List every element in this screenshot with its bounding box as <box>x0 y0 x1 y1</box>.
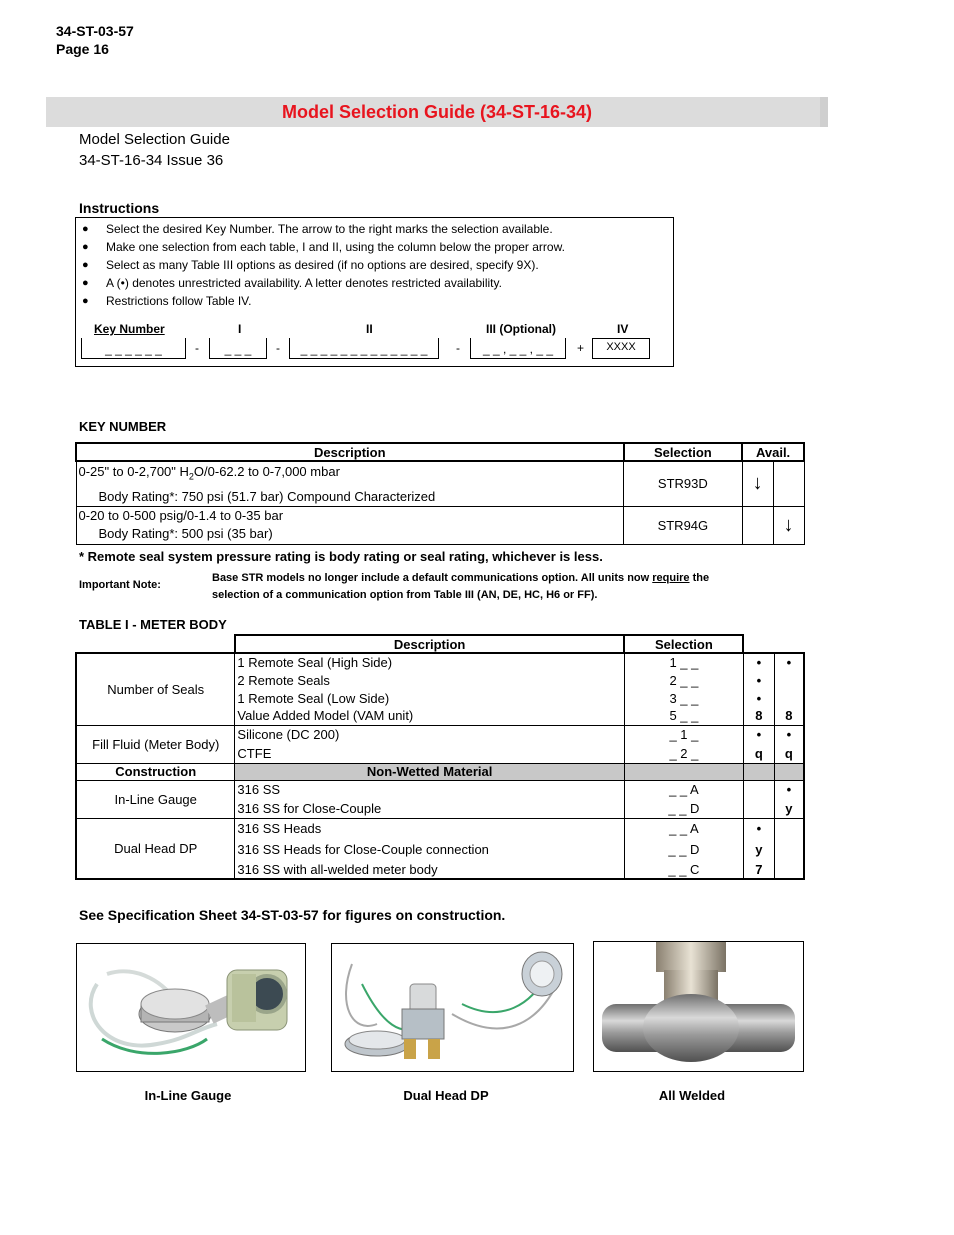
caption-dual-head-dp: Dual Head DP <box>403 1088 489 1103</box>
page-title: Model Selection Guide (34-ST-16-34) <box>281 102 593 122</box>
table-iii-label: III (Optional) <box>486 322 556 336</box>
important-note-label: Important Note: <box>79 579 161 591</box>
table-header-row <box>76 635 804 653</box>
dual-sel: _ _ A <box>624 818 743 838</box>
seal-desc: Value Added Model (VAM unit) <box>235 707 624 725</box>
inline-desc: 316 SS for Close-Couple <box>235 799 624 818</box>
avail-b <box>774 671 804 689</box>
seal-sel: 1 _ _ <box>624 653 743 671</box>
avail-a: y <box>743 838 774 860</box>
table-row <box>76 780 804 799</box>
table-iv-field: XXXX <box>592 338 650 359</box>
caption-all-welded: All Welded <box>658 1088 726 1103</box>
seals-label: Number of Seals <box>76 653 235 725</box>
separator: - <box>276 341 280 355</box>
key-number-heading: KEY NUMBER <box>79 419 167 434</box>
table-row <box>76 506 804 544</box>
avail-a: • <box>743 653 774 671</box>
table-row <box>76 818 804 838</box>
inline-gauge-image <box>76 943 306 1072</box>
table-i-field: _ _ _ <box>209 338 267 359</box>
seal-desc: 1 Remote Seal (High Side) <box>235 653 624 671</box>
avail-b: 8 <box>774 707 804 725</box>
inline-sel: _ _ A <box>624 780 743 799</box>
page-number: Page 16 <box>56 41 109 57</box>
avail-b: • <box>774 780 804 799</box>
avail-b <box>774 860 804 879</box>
subtitle-line1: Model Selection Guide <box>79 131 230 148</box>
table-ii-field: _ _ _ _ _ _ _ _ _ _ _ _ _ <box>289 338 439 359</box>
inline-gauge-drawing <box>77 944 305 1071</box>
non-wetted-label: Non-Wetted Material <box>235 763 624 780</box>
avail-a: • <box>743 725 774 744</box>
remote-seal-note: * Remote seal system pressure rating is body rating or seal rating, whichever is less. <box>79 549 603 564</box>
avail-a: 8 <box>743 707 774 725</box>
avail-b: • <box>774 725 804 744</box>
important-note-text: Base STR models no longer include a default communications option. All units now require the selection of a communication option from Table III (AN, DE, HC, H6 or FF). <box>212 572 710 601</box>
subtitle-line2: 34-ST-16-34 Issue 36 <box>79 152 224 169</box>
dual-label: Dual Head DP <box>76 818 235 879</box>
instructions-box <box>75 217 674 367</box>
table-header-row <box>76 443 804 461</box>
seal-sel: 2 _ _ <box>624 671 743 689</box>
instructions-heading: Instructions <box>79 200 160 216</box>
instruction-item: ● A (•) denotes unrestricted availability. A letter denotes restricted availability. <box>82 276 502 290</box>
construction-label: Construction <box>76 763 235 780</box>
fill-sel: _ 1 _ <box>624 725 743 744</box>
table-row <box>76 725 804 744</box>
separator: - <box>195 341 199 355</box>
dual-desc: 316 SS Heads for Close-Couple connection <box>235 838 624 860</box>
key-selection: STR94G <box>624 506 743 544</box>
doc-number: 34-ST-03-57 <box>56 23 134 39</box>
caption-inline-gauge: In-Line Gauge <box>144 1088 232 1103</box>
fill-sel: _ 2 _ <box>624 744 743 763</box>
avail-b: • <box>774 653 804 671</box>
avail-b <box>774 838 804 860</box>
key-number-field: _ _ _ _ _ _ <box>81 338 186 359</box>
table-row <box>76 461 804 506</box>
dual-head-dp-image <box>331 943 574 1072</box>
instructions-list <box>82 220 565 310</box>
instruction-item: ● Select the desired Key Number. The arrow to the right marks the selection available. <box>82 222 553 236</box>
title-bar <box>46 97 828 127</box>
see-spec-note: See Specification Sheet 34-ST-03-57 for figures on construction. <box>79 907 506 923</box>
key-desc: 0-25" to 0-2,700" $H_2O/0-62.2$ to 0-7,000 mbar Body Rating*: 750 psi (51.7 bar) Compound Characterized <box>76 461 624 506</box>
avail-a: 7 <box>743 860 774 879</box>
table-iv-label: IV <box>617 322 629 336</box>
all-welded-drawing <box>594 942 803 1071</box>
avail-a <box>743 799 774 818</box>
avail-a: • <box>743 689 774 707</box>
avail-a: q <box>743 744 774 763</box>
instruction-item: ● Make one selection from each table, I and II, using the column below the proper arrow. <box>82 240 565 254</box>
table-iii-field: _ _ , _ _ , _ _ <box>470 338 566 359</box>
avail-b <box>774 689 804 707</box>
dual-desc: 316 SS Heads <box>235 818 624 838</box>
fill-label: Fill Fluid (Meter Body) <box>76 725 235 763</box>
avail-a <box>743 780 774 799</box>
seal-desc: 1 Remote Seal (Low Side) <box>235 689 624 707</box>
title-bar-notch <box>820 97 828 127</box>
instruction-item: ● Restrictions follow Table IV. <box>82 294 252 308</box>
arrow-down-icon: ↓ <box>742 461 773 506</box>
table-ii-label: II <box>366 322 373 336</box>
avail-cell <box>773 461 804 506</box>
key-number-label: Key Number <box>94 322 165 336</box>
fill-desc: CTFE <box>235 744 624 763</box>
table-row <box>76 653 804 671</box>
dual-sel: _ _ D <box>624 838 743 860</box>
dual-desc: 316 SS with all-welded meter body <box>235 860 624 879</box>
inline-desc: 316 SS <box>235 780 624 799</box>
col-selection: Selection <box>624 635 743 653</box>
seal-sel: 5 _ _ <box>624 707 743 725</box>
table1-heading: TABLE I - METER BODY <box>79 617 227 632</box>
meter-body-table <box>75 634 805 880</box>
avail-a: • <box>743 818 774 838</box>
col-avail: Avail. <box>742 443 804 461</box>
dual-head-dp-drawing <box>332 944 573 1071</box>
inline-label: In-Line Gauge <box>76 780 235 818</box>
instruction-item: ● Select as many Table III options as desired (if no options are desired, specify 9X). <box>82 258 539 272</box>
avail-b: y <box>774 799 804 818</box>
separator: + <box>577 341 585 355</box>
inline-sel: _ _ D <box>624 799 743 818</box>
key-number-table <box>75 442 805 545</box>
avail-a: • <box>743 671 774 689</box>
dual-sel: _ _ C <box>624 860 743 879</box>
fill-desc: Silicone (DC 200) <box>235 725 624 744</box>
avail-b: q <box>774 744 804 763</box>
col-description: Description <box>235 635 624 653</box>
page-header <box>56 22 134 58</box>
arrow-down-icon: ↓ <box>773 506 804 544</box>
key-desc: 0-20 to 0-500 psig/0-1.4 to 0-35 bar Body Rating*: 500 psi (35 bar) <box>76 506 624 544</box>
seal-sel: 3 _ _ <box>624 689 743 707</box>
col-selection: Selection <box>624 443 743 461</box>
col-description: Description <box>76 443 624 461</box>
seal-desc: 2 Remote Seals <box>235 671 624 689</box>
construction-header-row <box>76 763 804 780</box>
all-welded-image <box>593 941 804 1072</box>
separator: - <box>456 341 460 355</box>
avail-cell <box>742 506 773 544</box>
avail-b <box>774 818 804 838</box>
table-i-label: I <box>238 322 242 336</box>
key-selection: STR93D <box>624 461 743 506</box>
